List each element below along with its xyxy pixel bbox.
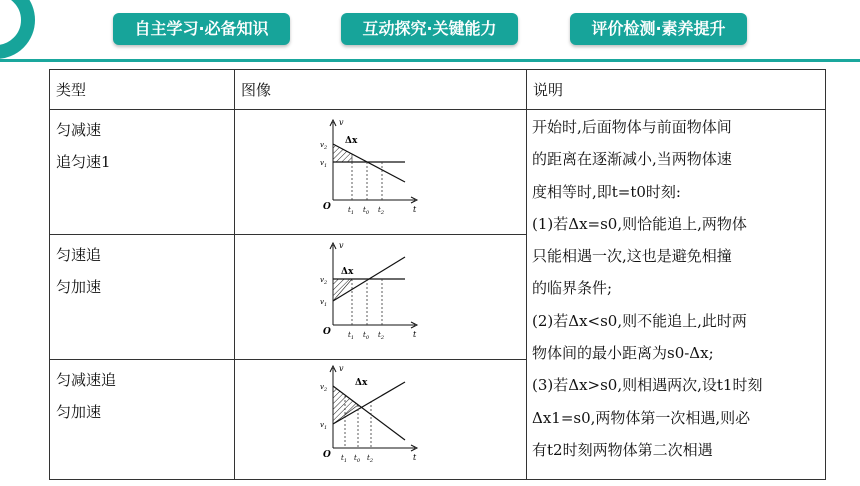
type-line: 匀加速 [56, 278, 102, 296]
v1-label: $v_1$ [320, 298, 328, 308]
description-line: 度相等时,即t=t0时刻: [532, 182, 681, 201]
t0-label: $t_0$ [354, 454, 361, 464]
t-axis-label: t [413, 205, 417, 214]
v-axis-label: v [339, 364, 344, 373]
description-line: (1)若Δx=s0,则恰能追上,两物体 [532, 214, 747, 233]
description-line: 开始时,后面物体与前面物体间 [532, 118, 732, 136]
t2-label: $t_2$ [378, 206, 385, 216]
type-cell [50, 110, 235, 235]
graph-cell [235, 235, 527, 360]
vt-graph-decel-vs-accel [235, 360, 525, 475]
delta-x-label: Δx [345, 136, 358, 146]
t-axis-label: t [413, 453, 417, 462]
header-description: 说明 [527, 70, 826, 110]
description-line: 的距离在逐渐减小,当两物体速 [532, 150, 732, 169]
v2-label: $v_2$ [320, 141, 328, 151]
t2-label: $t_2$ [367, 454, 374, 464]
type-line: 匀加速 [56, 403, 102, 421]
type-line: 追匀速1 [56, 153, 111, 171]
header-type: 类型 [50, 70, 235, 110]
t-axis-label: t [413, 330, 417, 339]
table-header-row [50, 70, 826, 110]
origin-label: O [323, 327, 331, 337]
description-line: 的临界条件; [532, 279, 613, 298]
description-line: (3)若Δx>s0,则相遇两次,设t1时刻 [532, 376, 763, 395]
type-line: 匀减速追 [56, 371, 117, 389]
delta-x-label: Δx [355, 378, 368, 388]
description-line: 物体间的最小距离为s0-Δx; [532, 344, 714, 363]
origin-label: O [323, 450, 331, 460]
graph-cell [235, 360, 527, 480]
type-line: 匀减速 [56, 121, 102, 139]
tab-self-study[interactable]: 自主学习·必备知识 [113, 13, 290, 45]
header-divider [0, 59, 860, 62]
header-graph: 图像 [235, 70, 527, 110]
description-line: 有t2时刻两物体第二次相遇 [532, 440, 713, 459]
type-cell [50, 235, 235, 360]
v-axis-label: v [339, 241, 344, 250]
t1-label: $t_1$ [341, 454, 348, 464]
pursuit-types-table [49, 69, 826, 480]
graph-cell [235, 110, 527, 235]
section-tabs [0, 13, 860, 47]
decelerating-line [333, 144, 405, 182]
delta-x-region [333, 279, 352, 301]
t1-label: $t_1$ [348, 206, 355, 216]
table-row [50, 110, 826, 235]
t0-label: $t_0$ [363, 331, 370, 341]
tab-evaluation[interactable]: 评价检测·素养提升 [570, 13, 747, 45]
v1-label: $v_1$ [320, 159, 328, 169]
type-cell [50, 360, 235, 480]
t2-label: $t_2$ [378, 331, 385, 341]
type-line: 匀速追 [56, 246, 102, 264]
delta-x-label: Δx [341, 267, 354, 277]
origin-label: O [323, 202, 331, 212]
description-line: Δx1=s0,两物体第一次相遇,则必 [532, 408, 751, 427]
v-axis-label: v [339, 118, 344, 127]
description-line: 只能相遇一次,这也是避免相撞 [532, 247, 732, 266]
t1-label: $t_1$ [348, 331, 355, 341]
v2-label: $v_2$ [320, 276, 328, 286]
delta-x-region [333, 386, 358, 424]
vt-graph-uniform-vs-accel [235, 235, 525, 355]
description-cell [527, 110, 826, 480]
vt-graph-decel-vs-uniform [235, 110, 525, 230]
v1-label: $v_1$ [320, 421, 328, 431]
v2-label: $v_2$ [320, 383, 328, 393]
tab-interactive-inquiry[interactable]: 互动探究·关键能力 [341, 13, 518, 45]
t0-label: $t_0$ [363, 206, 370, 216]
description-line: (2)若Δx<s0,则不能追上,此时两 [532, 311, 747, 330]
